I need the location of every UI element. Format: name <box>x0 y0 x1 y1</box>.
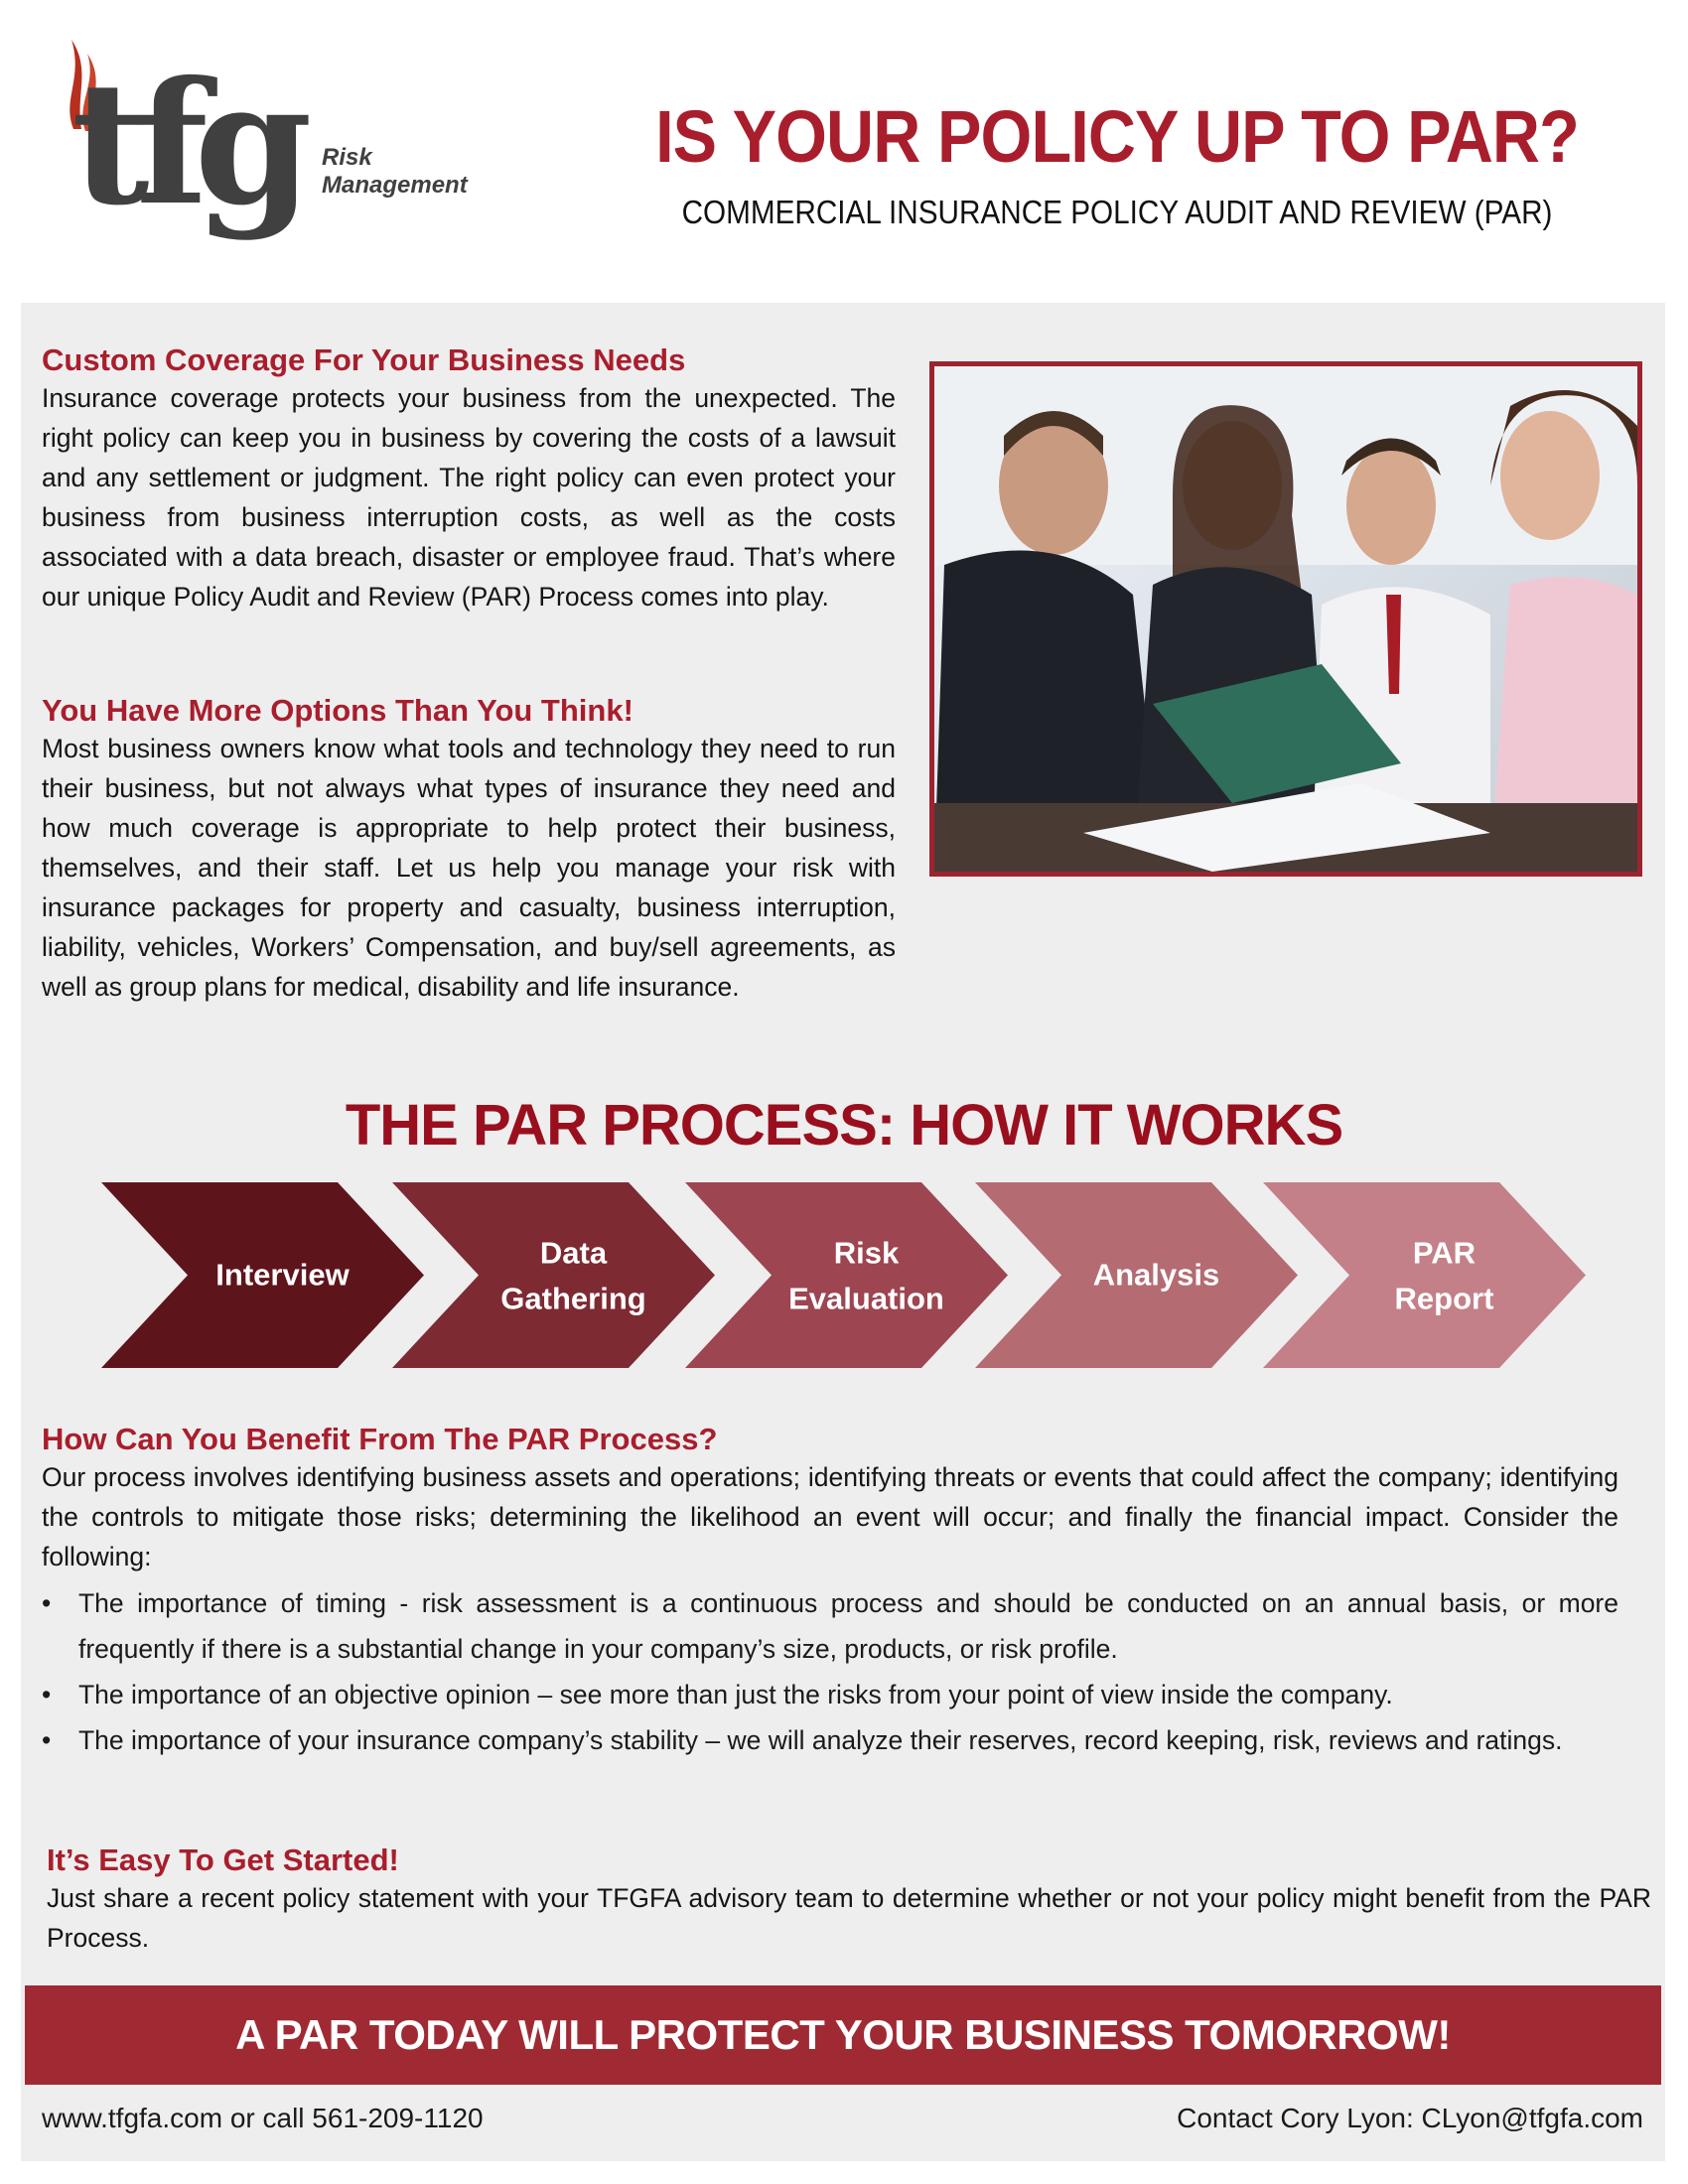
section-body: Just share a recent policy statement with your TFGFA advisory team to determine whether or not your policy might benefit from the PAR Process. <box>47 1883 1651 1953</box>
step-label: Gathering <box>500 1281 646 1316</box>
process-step-2 <box>392 1182 715 1368</box>
call-to-action-banner: A PAR TODAY WILL PROTECT YOUR BUSINESS TOMORROW! <box>25 1985 1661 2085</box>
step-label: Interview <box>215 1257 350 1293</box>
chevron-shape <box>685 1182 1008 1368</box>
section-body: Most business owners know what tools and technology they need to run their business, but not always what types of insurance they need and how much coverage is appropriate to help protect their business, themselves, and their staff. Let us help you manage your risk with insurance packages for property and casualty, business interruption, liability, vehicles, Workers’ Compensation, and buy/sell agreements, as well as group plans for medical, disability and life insurance. <box>42 734 896 1002</box>
process-step-4 <box>975 1182 1298 1368</box>
section-heading: Custom Coverage For Your Business Needs <box>42 342 686 377</box>
list-item: • The importance of timing - risk assessment is a continuous process and should be conducted on an annual basis, or more frequently if there is a substantial change in your company’s size, products, or risk profile. <box>42 1580 1618 1672</box>
chevron-shape <box>1263 1182 1586 1368</box>
logo-sub1: Risk <box>322 144 372 171</box>
step-label: Risk <box>833 1235 900 1271</box>
process-step-5 <box>1263 1182 1586 1368</box>
step-label: Data <box>539 1235 608 1271</box>
process-title: THE PAR PROCESS: HOW IT WORKS <box>345 1093 1343 1158</box>
section-more-options <box>42 693 896 1007</box>
tfg-logo <box>62 40 508 288</box>
footer-website-phone[interactable]: www.tfgfa.com or call 561-209-1120 <box>42 2103 484 2133</box>
list-item: • The importance of an objective opinion – see more than just the risks from your point of view inside the company. <box>42 1672 1618 1717</box>
footer-contact-email[interactable]: Contact Cory Lyon: CLyon@tfgfa.com <box>1177 2103 1643 2133</box>
process-step-1 <box>101 1182 424 1368</box>
process-chevrons <box>0 1176 1688 1375</box>
logo-wordmark: tfg <box>71 45 299 243</box>
business-meeting-photo <box>929 361 1642 877</box>
section-get-started <box>47 1843 1651 1958</box>
step-label: Evaluation <box>788 1281 944 1316</box>
section-heading: How Can You Benefit From The PAR Process? <box>42 1422 718 1456</box>
benefit-list <box>42 1580 1618 1763</box>
section-heading: You Have More Options Than You Think! <box>42 693 633 728</box>
step-label: Analysis <box>1092 1257 1220 1293</box>
page-title: IS YOUR POLICY UP TO PAR? <box>655 95 1579 178</box>
step-label: Report <box>1394 1281 1494 1316</box>
section-heading: It’s Easy To Get Started! <box>47 1843 399 1877</box>
logo-sub2: Management <box>322 172 468 199</box>
list-item: • The importance of your insurance company’s stability – we will analyze their reserves, record keeping, risk, reviews and ratings. <box>42 1717 1618 1763</box>
step-label: PAR <box>1412 1235 1477 1271</box>
section-body: Insurance coverage protects your business from the unexpected. The right policy can keep you in business by covering the costs of a lawsuit and any settlement or judgment. The right policy can even protect your business from business interruption costs, as well as the costs associated with a data breach, disaster or employee fraud. That’s where our unique Policy Audit and Review (PAR) Process comes into play. <box>42 383 896 612</box>
section-body: Our process involves identifying business assets and operations; identifying threats or events that could affect the company; identifying the controls to mitigate those risks; determining the likelihood an event will occur; and finally the financial impact. Consider the following: <box>42 1462 1618 1571</box>
section-custom-coverage <box>42 342 896 616</box>
process-step-3 <box>685 1182 1008 1368</box>
chevron-shape <box>392 1182 715 1368</box>
page-subtitle: COMMERCIAL INSURANCE POLICY AUDIT AND REVIEW (PAR) <box>681 194 1553 230</box>
section-benefits <box>42 1422 1618 1763</box>
